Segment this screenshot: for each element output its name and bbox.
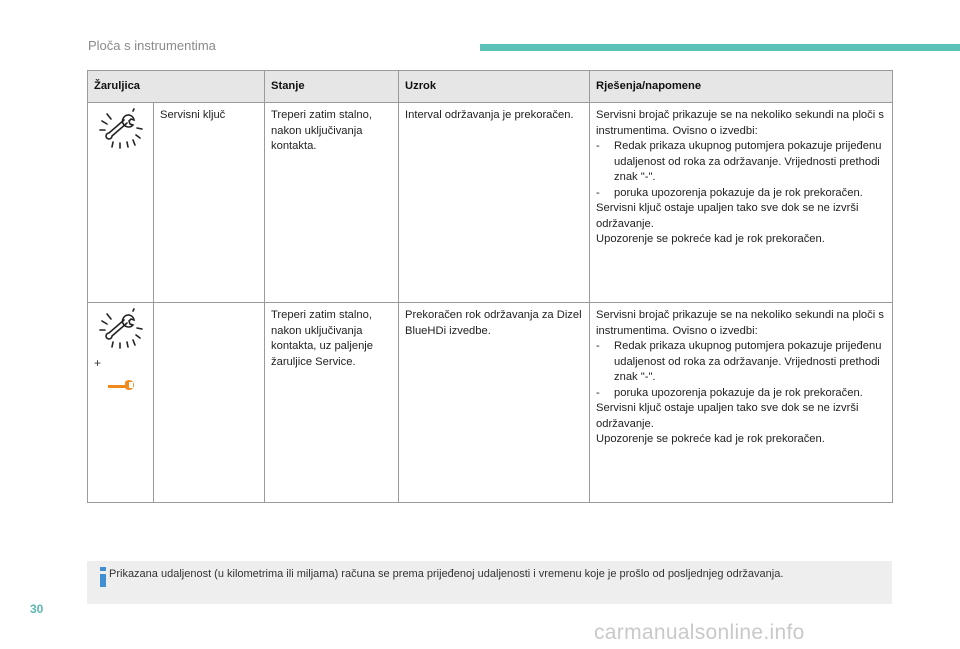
table-header-row [88, 71, 893, 103]
info-note-text: Prikazana udaljenost (u kilometrima ili miljama) računa se prema prijeđenoj udaljenosti i vremenu koje je prošlo od posljednjeg održavanja. [109, 568, 784, 580]
lamp-solution [590, 103, 893, 303]
watermark: carmanualsonline.info [594, 621, 805, 644]
solution-item-text: poruka upozorenja pokazuje da je rok prekoračen. [614, 386, 863, 399]
solution-intro: Servisni brojač prikazuje se na nekoliko sekundi na ploči s instrumentima. Ovisno o izvedbi: [596, 109, 884, 137]
header-accent-bar [480, 44, 960, 51]
solution-item [596, 386, 886, 402]
solution-item [596, 139, 886, 186]
table-row [88, 103, 893, 303]
column-header-lamp: Žaruljica [88, 71, 265, 103]
lamp-state: Treperi zatim stalno, nakon uključivanja kontakta. [265, 103, 399, 303]
info-note [87, 561, 892, 604]
dash-bullet: - [596, 140, 600, 152]
service-wrench-blinking-icon [98, 308, 144, 350]
lamp-cause: Prekoračen rok održavanja za Dizel BlueHDi izvedbe. [399, 303, 590, 503]
table-row [88, 303, 893, 503]
lamp-icon-cell [88, 303, 154, 503]
lamp-solution [590, 303, 893, 503]
lamp-name [154, 303, 265, 503]
solution-item [596, 186, 886, 202]
solution-after: Servisni ključ ostaje upaljen tako sve dok se ne izvrši održavanje. [596, 402, 859, 430]
lamp-cause: Interval održavanja je prekoračen. [399, 103, 590, 303]
dash-bullet: - [596, 340, 600, 352]
plus-sign: + [94, 356, 102, 370]
page-number: 30 [30, 602, 44, 616]
solution-final: Upozorenje se pokreće kad je rok prekoračen. [596, 433, 825, 445]
solution-intro: Servisni brojač prikazuje se na nekoliko sekundi na ploči s instrumentima. Ovisno o izvedbi: [596, 309, 884, 337]
column-header-solution: Rješenja/napomene [590, 71, 893, 103]
solution-final: Upozorenje se pokreće kad je rok prekoračen. [596, 233, 825, 245]
column-header-cause: Uzrok [399, 71, 590, 103]
solution-item-text: Redak prikaza ukupnog putomjera pokazuje prijeđenu udaljenost od roka za održavanje. Vrijednosti prethodi znak "-". [614, 140, 882, 183]
solution-after: Servisni ključ ostaje upaljen tako sve dok se ne izvrši održavanje. [596, 202, 859, 230]
warning-lamps-table [87, 70, 893, 503]
lamp-name: Servisni ključ [154, 103, 265, 303]
service-wrench-blinking-icon [98, 108, 144, 150]
orange-wrench-icon [106, 376, 136, 392]
solution-item [596, 339, 886, 386]
dash-bullet: - [596, 186, 600, 199]
column-header-state: Stanje [265, 71, 399, 103]
solution-item-text: poruka upozorenja pokazuje da je rok prekoračen. [614, 186, 863, 199]
lamp-icon-cell [88, 103, 154, 303]
dash-bullet: - [596, 386, 600, 399]
solution-item-text: Redak prikaza ukupnog putomjera pokazuje prijeđenu udaljenost od roka za održavanje. Vrijednosti prethodi znak "-". [614, 340, 882, 383]
lamp-state: Treperi zatim stalno, nakon uključivanja kontakta, uz paljenje žaruljice Service. [265, 303, 399, 503]
page-header-title: Ploča s instrumentima [88, 38, 216, 53]
info-icon [98, 566, 108, 588]
